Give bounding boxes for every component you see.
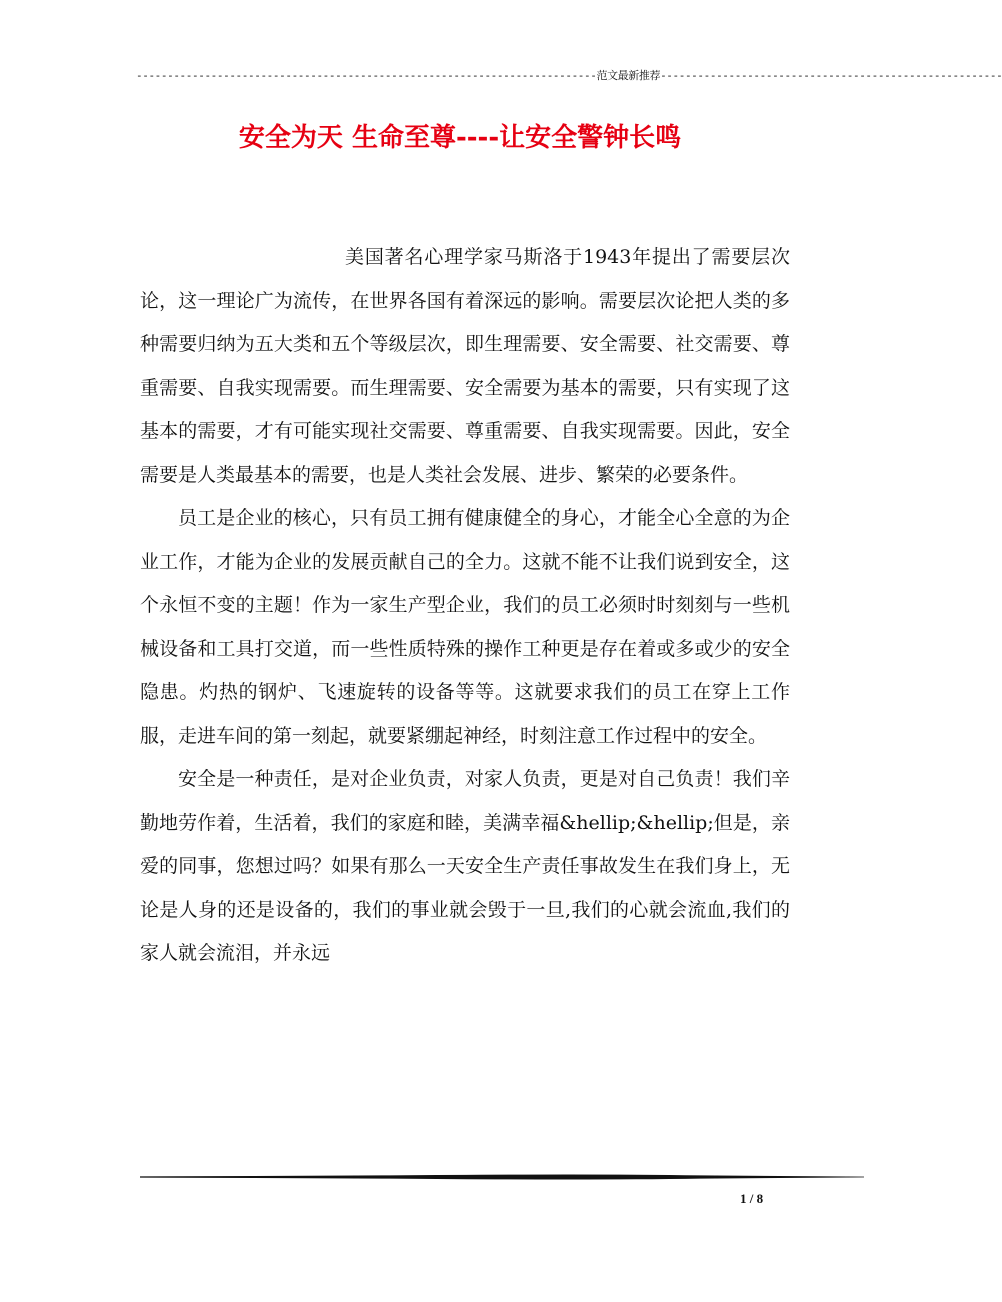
document-body <box>140 236 790 976</box>
header-banner: --------------------------------------------------------------------------范文最新推荐------------------------------------------------------- <box>136 69 1002 82</box>
page-number: 1 / 8 <box>740 1191 764 1206</box>
paragraph: 员工是企业的核心，只有员工拥有健康健全的身心，才能全心全意的为企业工作，才能为企业的发展贡献自己的全力。这就不能不让我们说到安全，这个永恒不变的主题！作为一家生产型企业，我们的员工必须时时刻刻与一些机械设备和工具打交道，而一些性质特殊的操作工种更是存在着或多或少的安全隐患。灼热的钢炉、飞速旋转的设备等等。这就要求我们的员工在穿上工作服，走进车间的第一刻起，就要紧绷起神经，时刻注意工作过程中的安全。 <box>140 507 790 747</box>
paragraph: 安全是一种责任，是对企业负责，对家人负责，更是对自己负责！我们辛勤地劳作着，生活着，我们的家庭和睦，美满幸福&hellip;&hellip;但是，亲爱的同事，您想过吗？如果有那么一天安全生产责任事故发生在我们身上，无论是人身的还是设备的，我们的事业就会毁于一旦,我们的心就会流血,我们的家人就会流泪，并永远 <box>140 768 790 964</box>
paragraph: 美国著名心理学家马斯洛于1943年提出了需要层次论，这一理论广为流传，在世界各国有着深远的影响。需要层次论把人类的多种需要归纳为五大类和五个等级层次，即生理需要、安全需要、社交需要、尊重需要、自我实现需要。而生理需要、安全需要为基本的需要，只有实现了这基本的需要，才有可能实现社交需要、尊重需要、自我实现需要。因此，安全需要是人类最基本的需要，也是人类社会发展、进步、繁荣的必要条件。 <box>140 246 790 486</box>
footer-rule <box>140 1168 864 1180</box>
document-title: 安全为天 生命至尊----让安全警钟长鸣 <box>238 123 682 153</box>
